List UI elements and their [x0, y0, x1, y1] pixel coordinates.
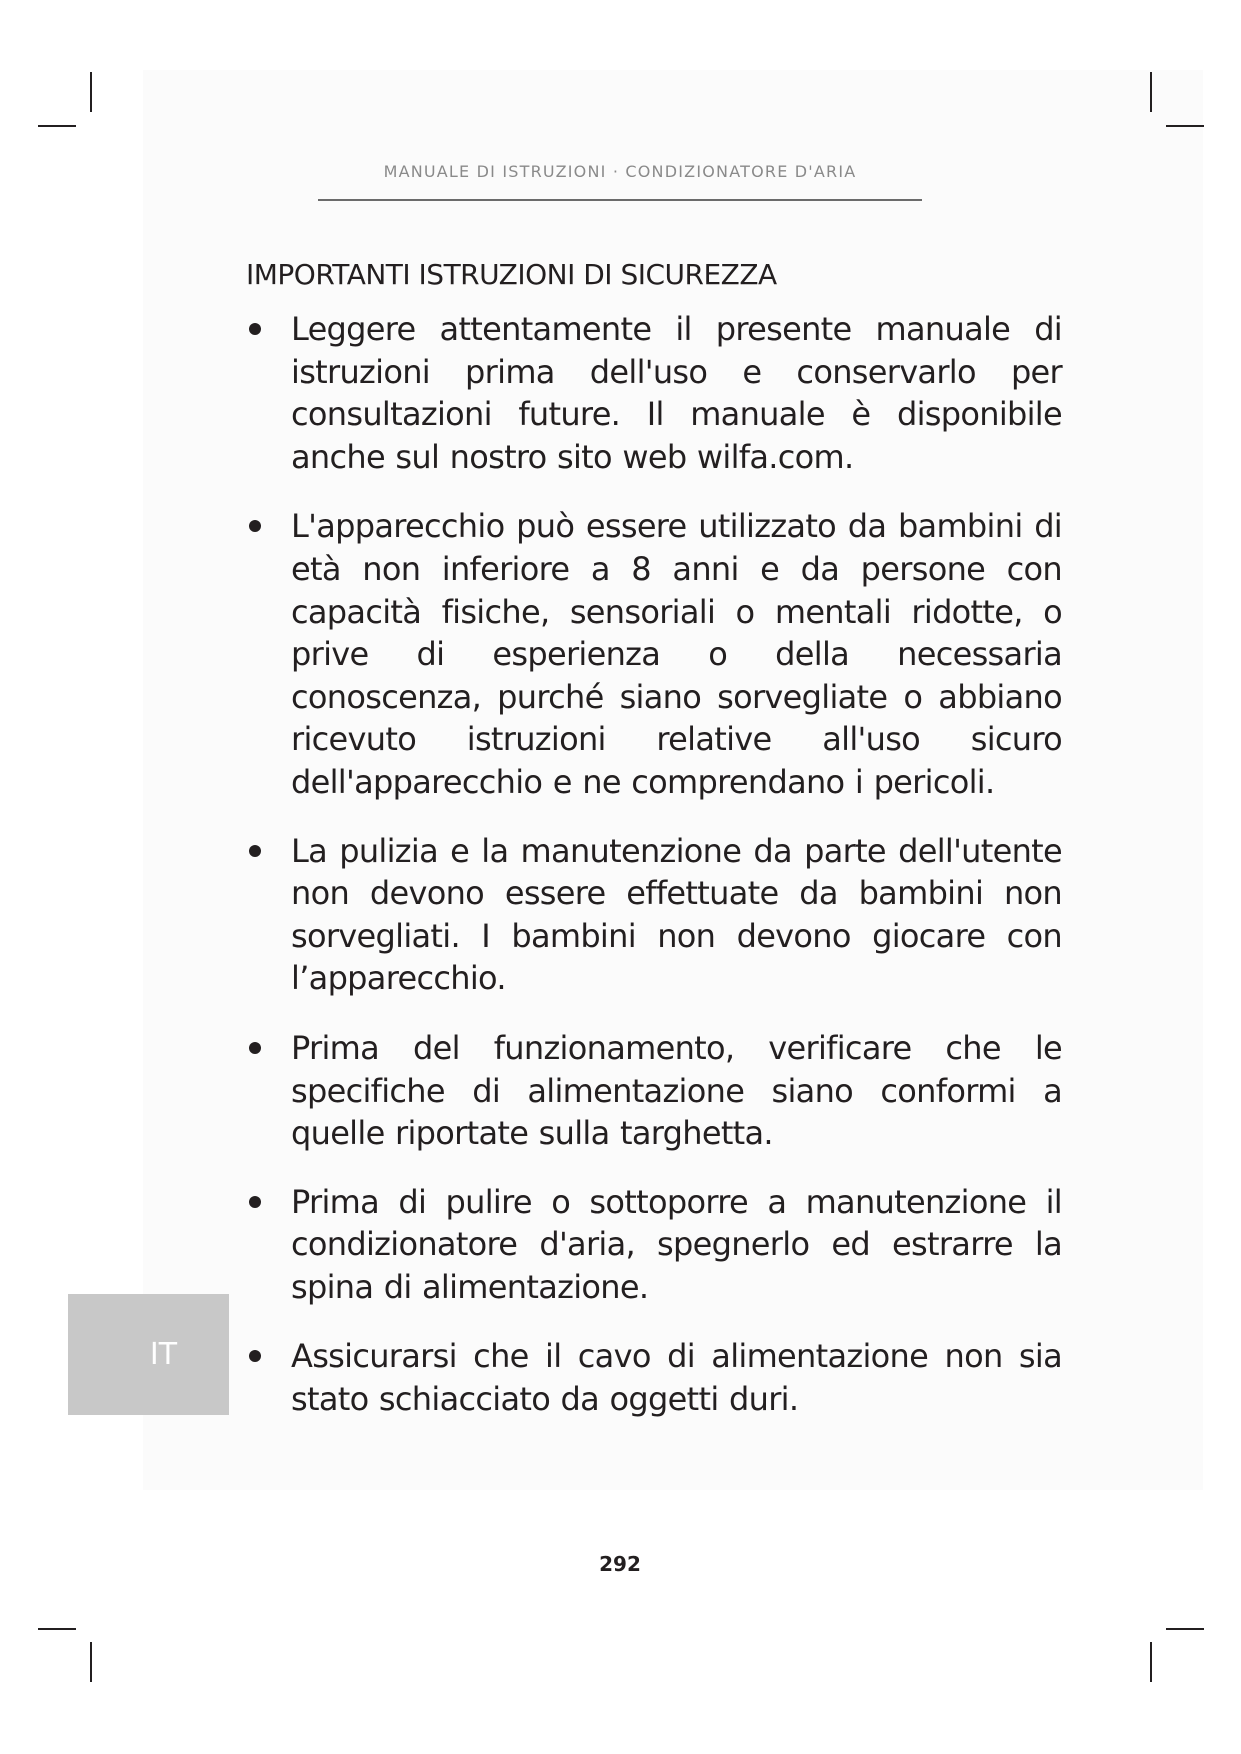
crop-mark-top-right-horizontal	[1166, 125, 1204, 127]
crop-mark-top-left-vertical	[90, 72, 92, 112]
list-item-text: La pulizia e la manutenzione da parte dell'utente non devono essere effettuate da bambini non sorvegliati. I bambini non devono giocare con l’apparecchio.	[291, 831, 1062, 998]
crop-mark-top-left-horizontal	[38, 125, 76, 127]
language-tab	[68, 1294, 229, 1415]
list-item-text: Prima del funzionamento, verificare che le specifiche di alimentazione siano conformi a quelle riportate sulla targhetta.	[291, 1028, 1062, 1153]
bullet-icon	[249, 323, 261, 335]
list-item	[246, 1027, 1062, 1155]
crop-mark-bottom-left-vertical	[90, 1642, 92, 1682]
crop-mark-bottom-right-horizontal	[1166, 1628, 1204, 1630]
list-item	[246, 1335, 1062, 1420]
bullet-icon	[249, 520, 261, 532]
list-item	[246, 308, 1062, 478]
list-item	[246, 505, 1062, 803]
list-item	[246, 1181, 1062, 1309]
list-item-text: Prima di pulire o sottoporre a manutenzione il condizionatore d'aria, spegnerlo ed estrarre la spina di alimentazione.	[291, 1182, 1062, 1306]
bullet-icon	[249, 1042, 261, 1054]
language-tab-label: IT	[149, 1337, 178, 1372]
crop-mark-top-right-vertical	[1150, 72, 1152, 112]
bullet-icon	[249, 845, 261, 857]
list-item-text: Leggere attentamente il presente manuale di istruzioni prima dell'uso e conservarlo per consultazioni future. Il manuale è disponibile anche sul nostro sito web wilfa.com.	[291, 310, 1062, 476]
safety-instructions-list	[246, 308, 1062, 1448]
bullet-icon	[249, 1196, 261, 1208]
crop-mark-bottom-right-vertical	[1150, 1642, 1152, 1682]
list-item-text: Assicurarsi che il cavo di alimentazione non sia stato schiacciato da oggetti duri.	[291, 1337, 1062, 1419]
list-item	[246, 830, 1062, 1000]
header-rule	[318, 199, 922, 201]
section-title: IMPORTANTI ISTRUZIONI DI SICUREZZA	[246, 258, 777, 291]
bullet-icon	[249, 1350, 261, 1362]
list-item-text: L'apparecchio può essere utilizzato da bambini di età non inferiore a 8 anni e da persone con capacità fisiche, sensoriali o mentali ridotte, o prive di esperienza o della necessaria conoscenza, purché siano sorvegliate o abbiano ricevuto istruzioni relative all'uso sicuro dell'apparecchio e ne comprendano i pericoli.	[291, 507, 1062, 801]
page-number: 292	[599, 1552, 641, 1576]
running-header: MANUALE DI ISTRUZIONI · CONDIZIONATORE D'ARIA	[383, 162, 857, 181]
crop-mark-bottom-left-horizontal	[38, 1628, 76, 1630]
